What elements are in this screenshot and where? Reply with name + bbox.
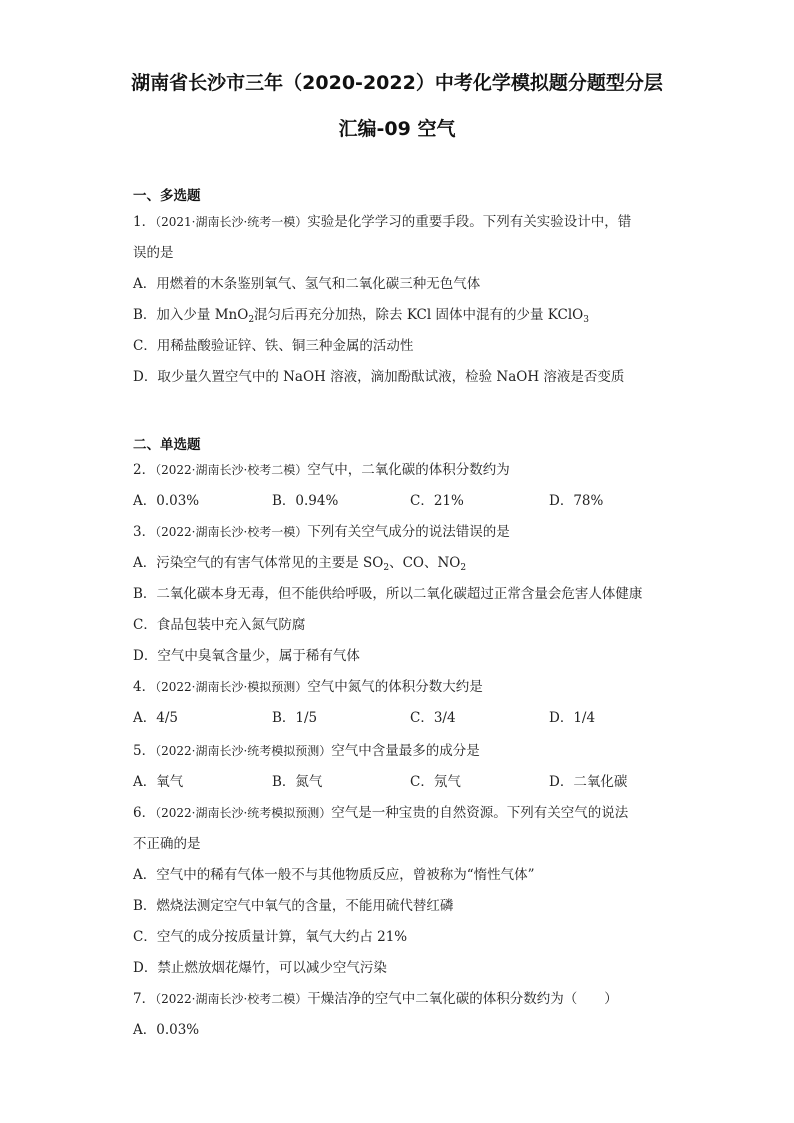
- option-text: 混匀后再充分加热，除去 KCl 固体中混有的少量 KClO: [254, 307, 584, 323]
- question-2-option-a: A．0.03%: [133, 493, 200, 509]
- question-5-option-b: B．氮气: [272, 774, 323, 790]
- question-source: （2022·湖南长沙·模拟预测）: [155, 680, 308, 694]
- question-text: 空气中，二氧化碳的体积分数约为: [307, 462, 510, 478]
- question-number: 3．: [133, 524, 156, 540]
- question-number: 5．: [133, 743, 156, 759]
- subscript: 3: [583, 315, 589, 325]
- question-source: （2022·湖南长沙·校考二模）: [155, 463, 308, 477]
- question-number: 7．: [133, 991, 156, 1007]
- question-1-option-d: D．取少量久置空气中的 NaOH 溶液，滴加酚酞试液，检验 NaOH 溶液是否变质: [133, 369, 625, 385]
- question-2-option-c: C．21%: [410, 493, 464, 509]
- question-3-stem: [133, 523, 510, 541]
- question-2-option-d: D．78%: [549, 493, 604, 509]
- question-7-stem: [133, 990, 618, 1008]
- question-6-option-b: B．燃烧法测定空气中氧气的含量，不能用硫代替红磷: [133, 898, 454, 914]
- question-5-stem: [133, 742, 480, 760]
- question-2-option-b: B．0.94%: [272, 493, 339, 509]
- option-text: A．污染空气的有害气体常见的主要是 SO: [133, 555, 384, 571]
- question-6-option-c: C．空气的成分按质量计算，氧气大约占 21%: [133, 929, 408, 945]
- question-5-option-a: A．氧气: [133, 774, 184, 790]
- question-6-option-d: D．禁止燃放烟花爆竹，可以减少空气污染: [133, 960, 387, 976]
- question-1-option-b: [133, 306, 589, 324]
- question-3-option-a: [133, 554, 466, 572]
- question-6-option-a: A．空气中的稀有气体一般不与其他物质反应，曾被称为“惰性气体”: [133, 867, 535, 883]
- question-text: 空气是一种宝贵的自然资源。下列有关空气的说法: [331, 805, 629, 821]
- question-5-option-d: D．二氧化碳: [549, 774, 628, 790]
- question-text: 实验是化学学习的重要手段。下列有关实验设计中，错: [307, 214, 632, 230]
- option-text: B．加入少量 MnO: [133, 307, 249, 323]
- section-heading-multiple-choice: 一、多选题: [133, 188, 201, 204]
- question-source: （2022·湖南长沙·统考模拟预测）: [155, 744, 332, 758]
- question-3-option-b: B．二氧化碳本身无毒，但不能供给呼吸，所以二氧化碳超过正常含量会危害人体健康: [133, 586, 643, 602]
- question-source: （2022·湖南长沙·校考二模）: [155, 992, 308, 1006]
- question-6-stem: [133, 804, 628, 822]
- question-1-stem: [133, 213, 631, 231]
- section-heading-single-choice: 二、单选题: [133, 437, 201, 453]
- subscript: 2: [383, 563, 390, 573]
- question-5-option-c: C．氖气: [410, 774, 461, 790]
- question-source: （2022·湖南长沙·统考模拟预测）: [155, 806, 332, 820]
- question-4-stem: [133, 678, 483, 696]
- question-2-stem: [133, 461, 510, 479]
- question-text: 干燥洁净的空气中二氧化碳的体积分数约为（ ）: [307, 991, 618, 1007]
- question-number: 4．: [133, 679, 156, 695]
- subscript: 2: [248, 315, 255, 325]
- question-number: 1．: [133, 214, 156, 230]
- question-number: 2．: [133, 462, 156, 478]
- question-1-stem-cont: 误的是: [133, 245, 174, 261]
- question-7-option-a: A．0.03%: [133, 1022, 200, 1038]
- question-text: 下列有关空气成分的说法错误的是: [307, 524, 510, 540]
- question-text: 空气中氮气的体积分数大约是: [307, 679, 483, 695]
- question-1-option-a: A．用燃着的木条鉴别氧气、氢气和二氧化碳三种无色气体: [133, 276, 481, 292]
- question-4-option-c: C．3/4: [410, 710, 456, 726]
- subscript: 2: [460, 563, 467, 573]
- question-4-option-b: B．1/5: [272, 710, 318, 726]
- document-title-line1: 湖南省长沙市三年（2020-2022）中考化学模拟题分题型分层: [131, 72, 663, 94]
- question-number: 6．: [133, 805, 156, 821]
- question-4-option-a: A．4/5: [133, 710, 178, 726]
- option-text: 、CO、NO: [389, 555, 461, 571]
- question-text: 空气中含量最多的成分是: [331, 743, 480, 759]
- document-title-line2: 汇编-09 空气: [338, 118, 456, 140]
- question-4-option-d: D．1/4: [549, 710, 596, 726]
- question-source: （2021·湖南长沙·统考一模）: [155, 215, 308, 229]
- question-source: （2022·湖南长沙·校考一模）: [155, 525, 308, 539]
- question-6-stem-cont: 不正确的是: [133, 836, 201, 852]
- question-1-option-c: C．用稀盐酸验证锌、铁、铜三种金属的活动性: [133, 338, 414, 354]
- question-3-option-d: D．空气中臭氧含量少，属于稀有气体: [133, 648, 360, 664]
- question-3-option-c: C．食品包装中充入氮气防腐: [133, 617, 306, 633]
